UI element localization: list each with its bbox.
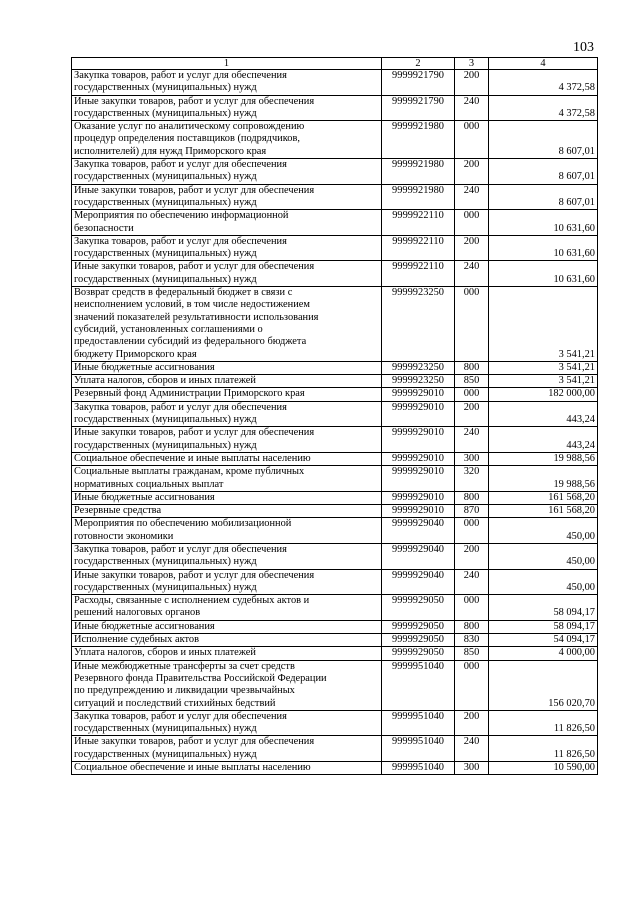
row-amount-cell	[489, 569, 598, 595]
row-amount-text: 10 631,60	[553, 222, 595, 234]
row-name-cell	[72, 375, 382, 388]
row-code-cell	[382, 427, 455, 453]
row-type-text: 200	[463, 710, 480, 722]
row-type-text: 240	[463, 95, 480, 107]
row-type-cell	[455, 159, 489, 185]
row-type-cell	[455, 543, 489, 569]
row-type-text: 000	[463, 388, 480, 400]
row-type-cell	[455, 762, 489, 775]
row-amount-text: 11 826,50	[553, 748, 595, 760]
table-row	[72, 634, 598, 647]
row-code-cell	[382, 466, 455, 492]
row-amount-text: 3 541,21	[558, 375, 595, 387]
row-code-text: 9999929050	[392, 647, 444, 659]
row-type-cell	[455, 375, 489, 388]
table-row	[72, 210, 598, 236]
row-amount-cell	[489, 620, 598, 633]
row-code-text: 9999929050	[392, 595, 444, 607]
row-amount-text: 161 568,20	[548, 491, 595, 503]
row-code-cell	[382, 660, 455, 710]
row-amount-text: 450,00	[566, 556, 595, 568]
table-row	[72, 762, 598, 775]
row-name-cell	[72, 647, 382, 660]
row-code-cell	[382, 762, 455, 775]
row-amount-text: 54 094,17	[553, 634, 595, 646]
row-name-cell	[72, 620, 382, 633]
row-amount-cell	[489, 70, 598, 96]
row-name-cell	[72, 491, 382, 504]
row-code-cell	[382, 261, 455, 287]
row-type-text: 300	[463, 452, 480, 464]
row-type-text: 800	[463, 620, 480, 632]
row-type-text: 240	[463, 736, 480, 748]
row-code-cell	[382, 620, 455, 633]
row-name-cell	[72, 452, 382, 465]
row-type-cell	[455, 620, 489, 633]
row-type-text: 000	[463, 595, 480, 607]
row-amount-cell	[489, 210, 598, 236]
row-code-cell	[382, 388, 455, 401]
column-header-amount: 4	[489, 58, 598, 70]
row-amount-cell	[489, 543, 598, 569]
row-code-cell	[382, 361, 455, 374]
row-type-text: 200	[463, 401, 480, 413]
row-amount-cell	[489, 261, 598, 287]
row-amount-cell	[489, 634, 598, 647]
row-amount-text: 4 372,58	[558, 82, 595, 94]
row-code-text: 9999929040	[392, 569, 444, 581]
row-name-text: Иные закупки товаров, работ и услуг для обеспечения государственных (муниципальных) нужд	[74, 569, 315, 593]
table-row	[72, 452, 598, 465]
row-name-text: Иные закупки товаров, работ и услуг для обеспечения государственных (муниципальных) нужд	[74, 184, 315, 208]
row-type-text: 870	[463, 505, 480, 517]
table-row	[72, 595, 598, 621]
row-type-cell	[455, 595, 489, 621]
budget-table	[71, 57, 598, 775]
row-type-text: 240	[463, 427, 480, 439]
row-name-cell	[72, 70, 382, 96]
row-code-text: 9999951040	[392, 660, 444, 672]
row-amount-text: 58 094,17	[553, 607, 595, 619]
row-name-cell	[72, 121, 382, 159]
row-type-cell	[455, 660, 489, 710]
row-code-cell	[382, 210, 455, 236]
row-type-cell	[455, 710, 489, 736]
row-name-cell	[72, 660, 382, 710]
row-name-text: Иные бюджетные ассигнования	[74, 491, 215, 503]
table-row	[72, 736, 598, 762]
row-type-cell	[455, 647, 489, 660]
row-code-cell	[382, 287, 455, 362]
row-type-text: 240	[463, 261, 480, 273]
row-amount-text: 161 568,20	[548, 505, 595, 517]
row-code-text: 9999921790	[392, 70, 444, 81]
table-row	[72, 235, 598, 261]
row-amount-cell	[489, 505, 598, 518]
table-row	[72, 388, 598, 401]
row-code-cell	[382, 736, 455, 762]
row-amount-text: 4 372,58	[558, 107, 595, 119]
table-row	[72, 184, 598, 210]
row-name-cell	[72, 235, 382, 261]
table-row	[72, 70, 598, 96]
row-name-text: Иные бюджетные ассигнования	[74, 361, 215, 373]
row-amount-cell	[489, 466, 598, 492]
row-type-text: 000	[463, 210, 480, 222]
row-name-text: Социальное обеспечение и иные выплаты населению	[74, 762, 311, 774]
row-code-cell	[382, 491, 455, 504]
table-row	[72, 710, 598, 736]
row-type-cell	[455, 427, 489, 453]
row-code-cell	[382, 595, 455, 621]
row-name-text: Закупка товаров, работ и услуг для обеспечения государственных (муниципальных) нужд	[74, 159, 287, 183]
row-type-text: 200	[463, 159, 480, 171]
row-name-text: Иные межбюджетные трансферты за счет средств Резервного фонда Правительства Российской Федерации по предупреждению и ликвидации чрезвычайных ситуаций и последствий стихийных бедствий	[74, 660, 327, 709]
page-number: 103	[573, 40, 594, 55]
column-header-code: 2	[382, 58, 455, 70]
row-amount-text: 19 988,56	[553, 452, 595, 464]
row-type-text: 200	[463, 70, 480, 81]
row-type-cell	[455, 569, 489, 595]
row-amount-cell	[489, 660, 598, 710]
row-code-cell	[382, 505, 455, 518]
budget-table-body	[72, 58, 598, 775]
row-code-text: 9999929040	[392, 518, 444, 530]
row-name-text: Уплата налогов, сборов и иных платежей	[74, 375, 256, 387]
row-type-text: 300	[463, 762, 480, 774]
row-type-cell	[455, 491, 489, 504]
row-amount-cell	[489, 736, 598, 762]
row-name-cell	[72, 634, 382, 647]
row-name-text: Иные бюджетные ассигнования	[74, 620, 215, 632]
row-type-cell	[455, 634, 489, 647]
row-amount-cell	[489, 762, 598, 775]
row-amount-cell	[489, 121, 598, 159]
table-row	[72, 660, 598, 710]
row-amount-text: 156 020,70	[548, 697, 595, 709]
row-code-cell	[382, 518, 455, 544]
row-code-text: 9999929010	[392, 466, 444, 478]
row-amount-text: 450,00	[566, 530, 595, 542]
row-name-cell	[72, 95, 382, 121]
row-code-text: 9999929010	[392, 401, 444, 413]
row-code-text: 9999929010	[392, 491, 444, 503]
row-name-cell	[72, 388, 382, 401]
row-type-text: 830	[463, 634, 480, 646]
row-name-cell	[72, 736, 382, 762]
row-name-cell	[72, 159, 382, 185]
row-code-text: 9999922110	[392, 210, 444, 222]
row-type-text: 200	[463, 543, 480, 555]
row-name-text: Закупка товаров, работ и услуг для обеспечения государственных (муниципальных) нужд	[74, 710, 287, 735]
row-name-text: Иные закупки товаров, работ и услуг для обеспечения государственных (муниципальных) нужд	[74, 95, 315, 119]
row-name-cell	[72, 595, 382, 621]
row-name-text: Уплата налогов, сборов и иных платежей	[74, 647, 256, 659]
row-amount-text: 58 094,17	[553, 620, 595, 632]
row-code-text: 9999951040	[392, 762, 444, 774]
row-type-cell	[455, 518, 489, 544]
row-name-cell	[72, 569, 382, 595]
row-code-text: 9999951040	[392, 710, 444, 722]
row-name-text: Закупка товаров, работ и услуг для обеспечения государственных (муниципальных) нужд	[74, 401, 287, 426]
row-code-cell	[382, 95, 455, 121]
row-code-cell	[382, 184, 455, 210]
row-code-cell	[382, 70, 455, 96]
table-row	[72, 647, 598, 660]
row-code-text: 9999929010	[392, 505, 444, 517]
row-type-text: 240	[463, 569, 480, 581]
row-code-cell	[382, 159, 455, 185]
row-type-text: 200	[463, 235, 480, 247]
row-code-text: 9999923250	[392, 375, 444, 387]
row-type-text: 850	[463, 647, 480, 659]
row-type-text: 320	[463, 466, 480, 478]
row-name-text: Иные закупки товаров, работ и услуг для обеспечения государственных (муниципальных) нужд	[74, 427, 315, 451]
table-row	[72, 518, 598, 544]
row-code-cell	[382, 569, 455, 595]
row-code-text: 9999922110	[392, 261, 444, 273]
row-amount-text: 19 988,56	[553, 478, 595, 490]
row-code-cell	[382, 710, 455, 736]
row-code-text: 9999921980	[392, 184, 444, 196]
row-name-text: Закупка товаров, работ и услуг для обеспечения государственных (муниципальных) нужд	[74, 70, 287, 94]
row-type-text: 000	[463, 287, 480, 299]
row-amount-text: 182 000,00	[548, 388, 595, 400]
row-type-cell	[455, 287, 489, 362]
row-name-cell	[72, 466, 382, 492]
table-row	[72, 401, 598, 427]
table-row	[72, 543, 598, 569]
row-amount-cell	[489, 647, 598, 660]
row-amount-cell	[489, 159, 598, 185]
table-header-row	[72, 58, 598, 70]
row-type-cell	[455, 388, 489, 401]
row-type-cell	[455, 210, 489, 236]
row-type-cell	[455, 235, 489, 261]
row-name-text: Резервный фонд Администрации Приморского края	[74, 388, 305, 400]
row-code-text: 9999929010	[392, 388, 444, 400]
row-amount-cell	[489, 184, 598, 210]
table-row	[72, 505, 598, 518]
row-code-cell	[382, 543, 455, 569]
row-code-text: 9999921980	[392, 121, 444, 133]
row-name-cell	[72, 518, 382, 544]
row-amount-text: 3 541,21	[558, 348, 595, 360]
row-amount-text: 3 541,21	[558, 361, 595, 373]
row-amount-cell	[489, 401, 598, 427]
row-name-text: Социальные выплаты гражданам, кроме публичных нормативных социальных выплат	[74, 466, 305, 490]
row-code-cell	[382, 375, 455, 388]
row-name-text: Расходы, связанные с исполнением судебных актов и решений налоговых органов	[74, 595, 310, 619]
row-code-text: 9999929010	[392, 427, 444, 439]
row-name-text: Возврат средств в федеральный бюджет в связи с неисполнением условий, в том числе недостижением значений показателей результативности использования субсидий, установленных соглашениями о предоставлении субсидий из федерального бюджета бюджету Приморского края	[74, 287, 319, 360]
row-type-cell	[455, 261, 489, 287]
row-name-text: Оказание услуг по аналитическому сопровождению процедур определения поставщиков (подрядчиков, исполнителей) для нужд Приморского края	[74, 121, 305, 157]
row-amount-cell	[489, 375, 598, 388]
row-type-cell	[455, 184, 489, 210]
row-code-text: 9999923250	[392, 361, 444, 373]
row-code-cell	[382, 634, 455, 647]
table-row	[72, 287, 598, 362]
row-name-cell	[72, 361, 382, 374]
table-row	[72, 121, 598, 159]
row-code-text: 9999923250	[392, 287, 444, 299]
row-type-text: 000	[463, 518, 480, 530]
row-amount-text: 8 607,01	[558, 196, 595, 208]
row-amount-text: 11 826,50	[553, 723, 595, 735]
row-name-cell	[72, 762, 382, 775]
row-amount-cell	[489, 491, 598, 504]
table-row	[72, 620, 598, 633]
table-row	[72, 569, 598, 595]
row-type-text: 000	[463, 660, 480, 672]
row-amount-text: 10 631,60	[553, 273, 595, 285]
row-name-cell	[72, 710, 382, 736]
row-type-cell	[455, 95, 489, 121]
table-row	[72, 375, 598, 388]
table-row	[72, 491, 598, 504]
row-name-cell	[72, 427, 382, 453]
row-type-text: 000	[463, 121, 480, 133]
row-name-text: Мероприятия по обеспечению мобилизационной готовности экономики	[74, 518, 292, 542]
table-row	[72, 95, 598, 121]
row-amount-text: 10 590,00	[553, 762, 595, 774]
row-type-cell	[455, 121, 489, 159]
row-amount-cell	[489, 287, 598, 362]
row-amount-cell	[489, 427, 598, 453]
row-amount-text: 450,00	[566, 581, 595, 593]
row-name-cell	[72, 543, 382, 569]
row-type-text: 240	[463, 184, 480, 196]
row-amount-text: 10 631,60	[553, 248, 595, 260]
row-code-text: 9999929050	[392, 634, 444, 646]
table-row	[72, 427, 598, 453]
row-amount-text: 443,24	[566, 414, 595, 426]
row-amount-text: 8 607,01	[558, 145, 595, 157]
row-name-text: Иные закупки товаров, работ и услуг для обеспечения государственных (муниципальных) нужд	[74, 736, 315, 760]
row-name-cell	[72, 184, 382, 210]
row-type-text: 800	[463, 361, 480, 373]
row-code-cell	[382, 235, 455, 261]
row-amount-cell	[489, 361, 598, 374]
row-name-text: Иные закупки товаров, работ и услуг для обеспечения государственных (муниципальных) нужд	[74, 261, 315, 285]
row-name-cell	[72, 210, 382, 236]
row-type-cell	[455, 466, 489, 492]
row-amount-text: 8 607,01	[558, 171, 595, 183]
row-type-cell	[455, 505, 489, 518]
row-type-cell	[455, 736, 489, 762]
table-row	[72, 261, 598, 287]
row-code-text: 9999921980	[392, 159, 444, 171]
row-code-text: 9999921790	[392, 95, 444, 107]
row-code-text: 9999922110	[392, 235, 444, 247]
column-header-type: 3	[455, 58, 489, 70]
table-row	[72, 466, 598, 492]
row-name-text: Закупка товаров, работ и услуг для обеспечения государственных (муниципальных) нужд	[74, 543, 287, 568]
row-amount-cell	[489, 235, 598, 261]
row-code-text: 9999929050	[392, 620, 444, 632]
column-header-name: 1	[72, 58, 382, 70]
row-type-cell	[455, 401, 489, 427]
row-name-cell	[72, 401, 382, 427]
row-type-cell	[455, 452, 489, 465]
row-type-cell	[455, 70, 489, 96]
row-code-cell	[382, 452, 455, 465]
row-name-text: Мероприятия по обеспечению информационной безопасности	[74, 210, 289, 234]
row-amount-cell	[489, 388, 598, 401]
row-name-cell	[72, 287, 382, 362]
row-type-text: 800	[463, 491, 480, 503]
row-amount-cell	[489, 518, 598, 544]
row-name-cell	[72, 261, 382, 287]
row-code-text: 9999951040	[392, 736, 444, 748]
row-code-text: 9999929040	[392, 543, 444, 555]
row-code-cell	[382, 401, 455, 427]
row-name-text: Исполнение судебных актов	[74, 634, 199, 646]
table-row	[72, 361, 598, 374]
row-name-text: Закупка товаров, работ и услуг для обеспечения государственных (муниципальных) нужд	[74, 235, 287, 260]
row-name-text: Социальное обеспечение и иные выплаты населению	[74, 452, 311, 464]
row-name-cell	[72, 505, 382, 518]
row-amount-cell	[489, 710, 598, 736]
row-code-text: 9999929010	[392, 452, 444, 464]
row-amount-cell	[489, 452, 598, 465]
row-amount-text: 4 000,00	[558, 647, 595, 659]
row-type-text: 850	[463, 375, 480, 387]
row-code-cell	[382, 647, 455, 660]
row-type-cell	[455, 361, 489, 374]
row-code-cell	[382, 121, 455, 159]
row-amount-text: 443,24	[566, 439, 595, 451]
table-row	[72, 159, 598, 185]
row-amount-cell	[489, 95, 598, 121]
row-amount-cell	[489, 595, 598, 621]
row-name-text: Резервные средства	[74, 505, 162, 517]
